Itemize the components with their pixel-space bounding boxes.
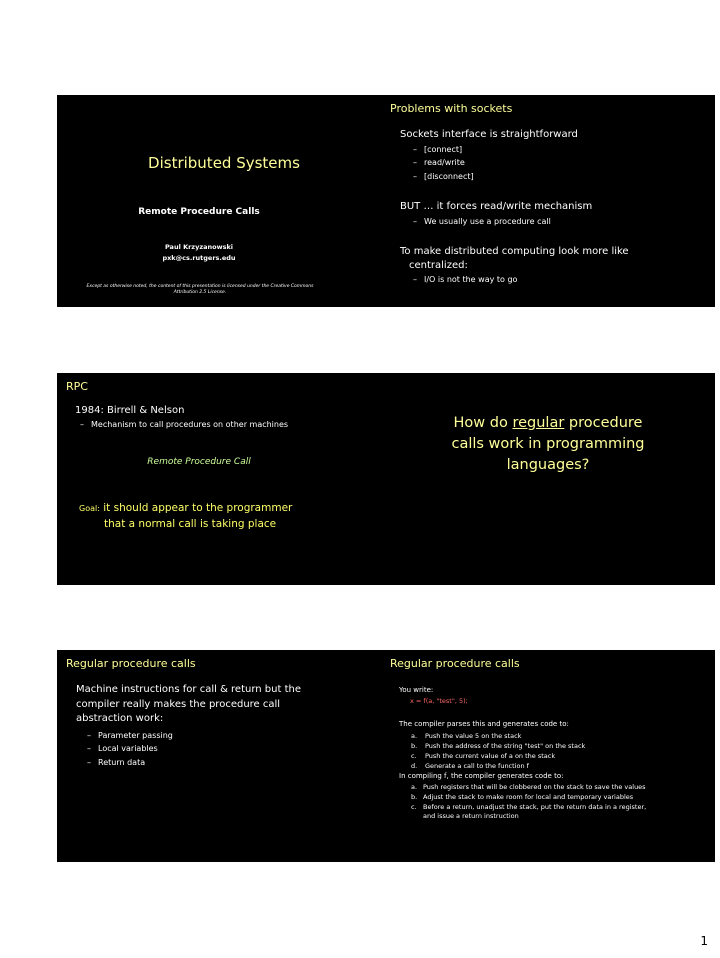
slide2-title: Problems with sockets xyxy=(390,102,513,115)
slide5-line-1: Machine instructions for call & return but the xyxy=(76,684,301,695)
slide6-title: Regular procedure calls xyxy=(390,657,520,670)
slide2-sub-3: – [disconnect] xyxy=(413,172,474,181)
slide6-in-f: In compiling f, the compiler generates code to: xyxy=(399,772,564,780)
slide5-sub-3: – Return data xyxy=(87,758,146,767)
slide6-you-write: You write: xyxy=(399,686,434,694)
slide2-bullet-1: Sockets interface is straightforward xyxy=(400,129,578,140)
slide2-sub-4: – We usually use a procedure call xyxy=(413,217,551,226)
slide4-question-line-2: calls work in programming xyxy=(451,436,645,452)
slide4-question xyxy=(381,413,715,476)
slide3-goal-line-1: Goal: it should appear to the programmer xyxy=(79,502,293,514)
slide5-sub-2: – Local variables xyxy=(87,744,158,753)
slide5-title: Regular procedure calls xyxy=(66,657,196,670)
slide1-subtitle: Remote Procedure Calls xyxy=(138,207,260,217)
slide-3 xyxy=(57,373,391,585)
slide6-parses: The compiler parses this and generates code to: xyxy=(399,720,569,728)
slide6-step-c: c. Push the current value of a on the stack xyxy=(411,752,556,760)
slide1-author: Paul Krzyzanowski xyxy=(164,243,234,251)
slide6-step-a: a. Push the value 5 on the stack xyxy=(411,732,522,740)
slide5-line-3: abstraction work: xyxy=(76,713,164,724)
slide2-bullet-3-line-1: To make distributed computing look more like xyxy=(400,246,629,257)
slide6-step2-c-cont: and issue a return instruction xyxy=(423,812,519,820)
slide6-step2-c: c. Before a return, unadjust the stack, put the return data in a register, xyxy=(411,803,647,811)
slide-2 xyxy=(381,95,715,307)
slide6-step-b: b. Push the address of the string "test" on the stack xyxy=(411,742,586,750)
slide3-bullet-1: 1984: Birrell & Nelson xyxy=(75,405,185,416)
slide6-step-d: d. Generate a call to the function f xyxy=(411,762,529,770)
slide-4 xyxy=(381,373,715,585)
slide5-sub-1: – Parameter passing xyxy=(87,731,173,740)
slide-5 xyxy=(57,650,391,862)
slide5-line-2: compiler really makes the procedure call xyxy=(76,699,281,710)
slide3-goal-line-2: that a normal call is taking place xyxy=(104,518,277,530)
slide4-question-line-1: How do regular procedure xyxy=(453,415,643,431)
slide3-goal-label: Goal: xyxy=(79,504,100,513)
slide3-sub-1: – Mechanism to call procedures on other machines xyxy=(80,420,289,429)
page-number: 1 xyxy=(700,934,708,948)
slide1-license: Except as otherwise noted, the content of this presentation is licensed under the Creative Commons Attribution 2.5 License. xyxy=(86,284,314,295)
slide-6 xyxy=(381,650,715,862)
slide2-sub-5: – I/O is not the way to go xyxy=(413,275,518,284)
slide2-sub-2: – read/write xyxy=(413,158,465,167)
slide6-code: x = f(a, "test", 5); xyxy=(410,697,468,705)
slide-1 xyxy=(57,95,391,307)
slide2-sub-1: – [connect] xyxy=(413,145,463,154)
slide1-email: pxk@cs.rutgers.edu xyxy=(162,254,236,262)
slide6-step2-a: a. Push registers that will be clobbered on the stack to save the values xyxy=(411,783,646,791)
slide2-bullet-2: BUT … it forces read/write mechanism xyxy=(400,201,593,212)
slide4-question-line-3: languages? xyxy=(506,457,590,473)
slide2-bullet-3-line-2: centralized: xyxy=(409,260,468,271)
slide3-title: RPC xyxy=(66,380,88,393)
slide1-title: Distributed Systems xyxy=(148,154,300,172)
slide6-step2-b: b. Adjust the stack to make room for local and temporary variables xyxy=(411,793,634,801)
slide3-emphasis: Remote Procedure Call xyxy=(147,457,251,467)
